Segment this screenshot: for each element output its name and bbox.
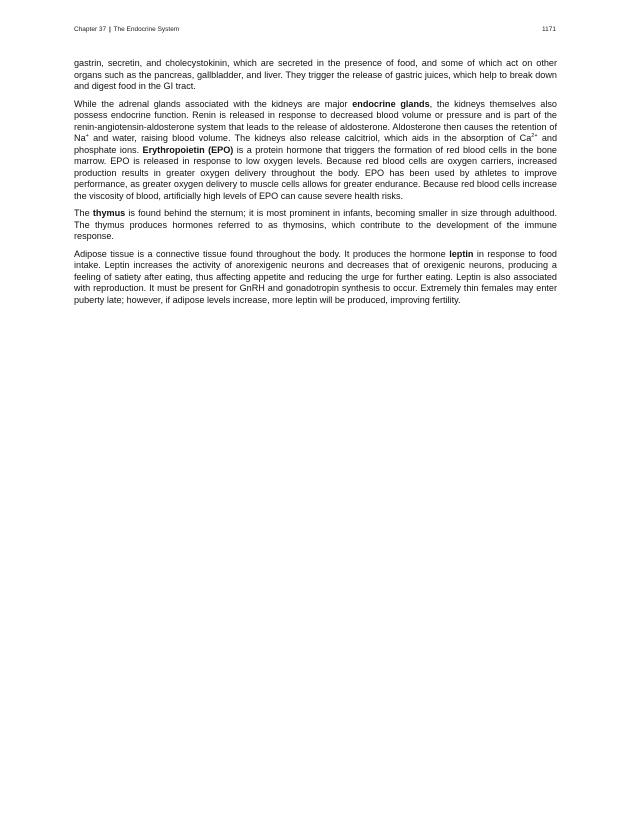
term-leptin: leptin [449, 248, 474, 259]
paragraph-adipose: Adipose tissue is a connective tissue found throughout the body. It produces the hormone leptin in response to food intake. Leptin increases the activity of anorexigenic neurons and decreases that of orexigenic neurons, producing a feeling of satiety after eating, thus affecting appetite and reducing the urge for further eating. Leptin is also associated with reproduction. It must be present for GnRH and gonadotropin synthesis to occur. Extremely thin females may enter puberty late; however, if adipose levels increase, more leptin will be produced, improving fertility. [74, 248, 557, 305]
page-header [74, 26, 556, 33]
superscript-ca: 2+ [531, 132, 538, 139]
term-erythropoietin: Erythropoietin (EPO) [142, 144, 234, 155]
superscript-na: + [85, 132, 89, 139]
chapter-label: Chapter 37 [74, 26, 107, 33]
paragraph-kidneys: While the adrenal glands associated with the kidneys are major endocrine glands, the kidneys themselves also possess endocrine function. Renin is released in response to decreased blood volume or pressure and is part of the renin-angiotensin-aldosterone system that leads to the release of aldosterone. Aldosterone then causes the retention of Na+ and water, raising blood volume. The kidneys also release calcitriol, which aids in the absorption of $Ca^{2+}$ and phosphate ions. Erythropoietin (EPO) is a protein hormone that triggers the formation of red blood cells in the bone marrow. EPO is released in response to low oxygen levels. Because red blood cells are oxygen carriers, increased production results in greater oxygen delivery throughout the body. EPO has been used by athletes to improve performance, as greater oxygen delivery to muscle cells allows for greater endurance. Because red blood cells increase the viscosity of blood, artificially high levels of EPO can cause severe health risks. [74, 98, 558, 201]
header-separator: | [108, 26, 111, 33]
page-number: 1171 [542, 26, 556, 33]
term-thymus: thymus [92, 208, 126, 218]
paragraph-thymus: The thymus is found behind the sternum; it is most prominent in infants, becoming smaller in size through adulthood. The thymus produces hormones referred to as thymosins, which contribute to the development of the immune response. [74, 208, 557, 241]
chapter-title: The Endocrine System [113, 26, 180, 33]
page-body [74, 58, 557, 312]
term-endocrine-glands: endocrine glands [352, 98, 430, 109]
paragraph-gastrointestinal: gastrin, secretin, and cholecystokinin, which are secreted in the presence of food, and some of which act on other organs such as the pancreas, gallbladder, and liver. They trigger the release of gastric juices, which help to break down and digest food in the GI tract. [74, 58, 557, 91]
running-head [74, 26, 179, 33]
